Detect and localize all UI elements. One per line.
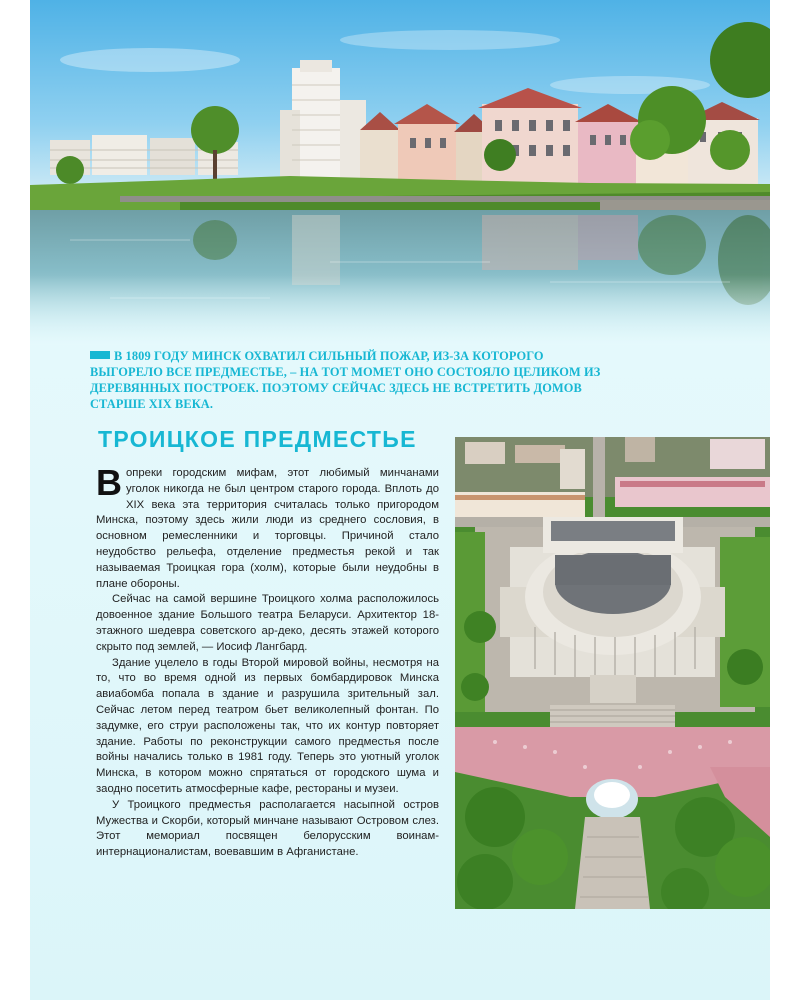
intro-callout: [90, 348, 610, 412]
bolshoi-theatre-aerial-photo-icon: [455, 437, 770, 909]
paragraph-2: Сейчас на самой вершине Троицкого холма расположилось довоенное здание Большого театра Беларуси. Архитектор 18-этажного шедевра советского ар-деко, десять этажей которого скрыто под землей, — Иосиф Лангбард.: [96, 593, 439, 653]
paragraph-4: У Троицкого предместья располагается насыпной остров Мужества и Скорби, который минчане называют Островом слез. Этот мемориал посвящен белорусским воинам-интернационалистам, воевавшим в Афганистане.: [96, 798, 439, 859]
paragraph-1: [96, 462, 439, 592]
hero-photo: [30, 0, 770, 345]
hero-fade: [30, 275, 770, 345]
paragraph-3: Здание уцелело в годы Второй мировой войны, несмотря на то, что во время одной из первых бомбардировок Минска авиабомба попала в здание и разрушила зрительный зал. Сейчас летом перед театром бьет великолепный фонтан. По задумке, его струи расположены так, что их контур повторяет здание. Работы по реконструкции самого предместья после войны начались только в 1981 году. Теперь это уютный уголок Минска, в котором можно спрятаться от городского шума и заодно посетить атмосферные кафе, рестораны и музеи.: [96, 656, 439, 795]
callout-text: В 1809 ГОДУ МИНСК ОХВАТИЛ СИЛЬНЫЙ ПОЖАР, ИЗ-ЗА КОТОРОГО ВЫГОРЕЛО ВСЕ ПРЕДМЕСТЬЕ, – НА ТОТ МОМЕТ ОНО СОСТОЯЛО ЦЕЛИКОМ ИЗ ДЕРЕВЯННЫХ ПОСТРОЕК. ПОЭТОМУ СЕЙЧАС ЗДЕСЬ НЕ ВСТРЕТИТЬ ДОМОВ СТАРШЕ XIX ВЕКА.: [90, 349, 601, 411]
callout-bar-icon: [90, 351, 110, 359]
drop-cap: В: [96, 462, 122, 503]
paragraph-1-text: опреки городским мифам, этот любимый минчанами уголок никогда не был центром старого города. Вплоть до XIX века эта территория считалась только пригородом Минска, поэтому здесь жили люди из среднего сословия, в основном ремесленники и торговцы. Причиной стало неудобство рельефа, отделение предместья рекой и так называемая Троицкая гора (холм), которые были неудобны в плане обороны.: [96, 467, 439, 590]
aerial-photo: [455, 437, 770, 909]
article-body: [96, 462, 439, 861]
section-title: ТРОИЦКОЕ ПРЕДМЕСТЬЕ: [98, 426, 417, 452]
magazine-page: [30, 0, 770, 1000]
